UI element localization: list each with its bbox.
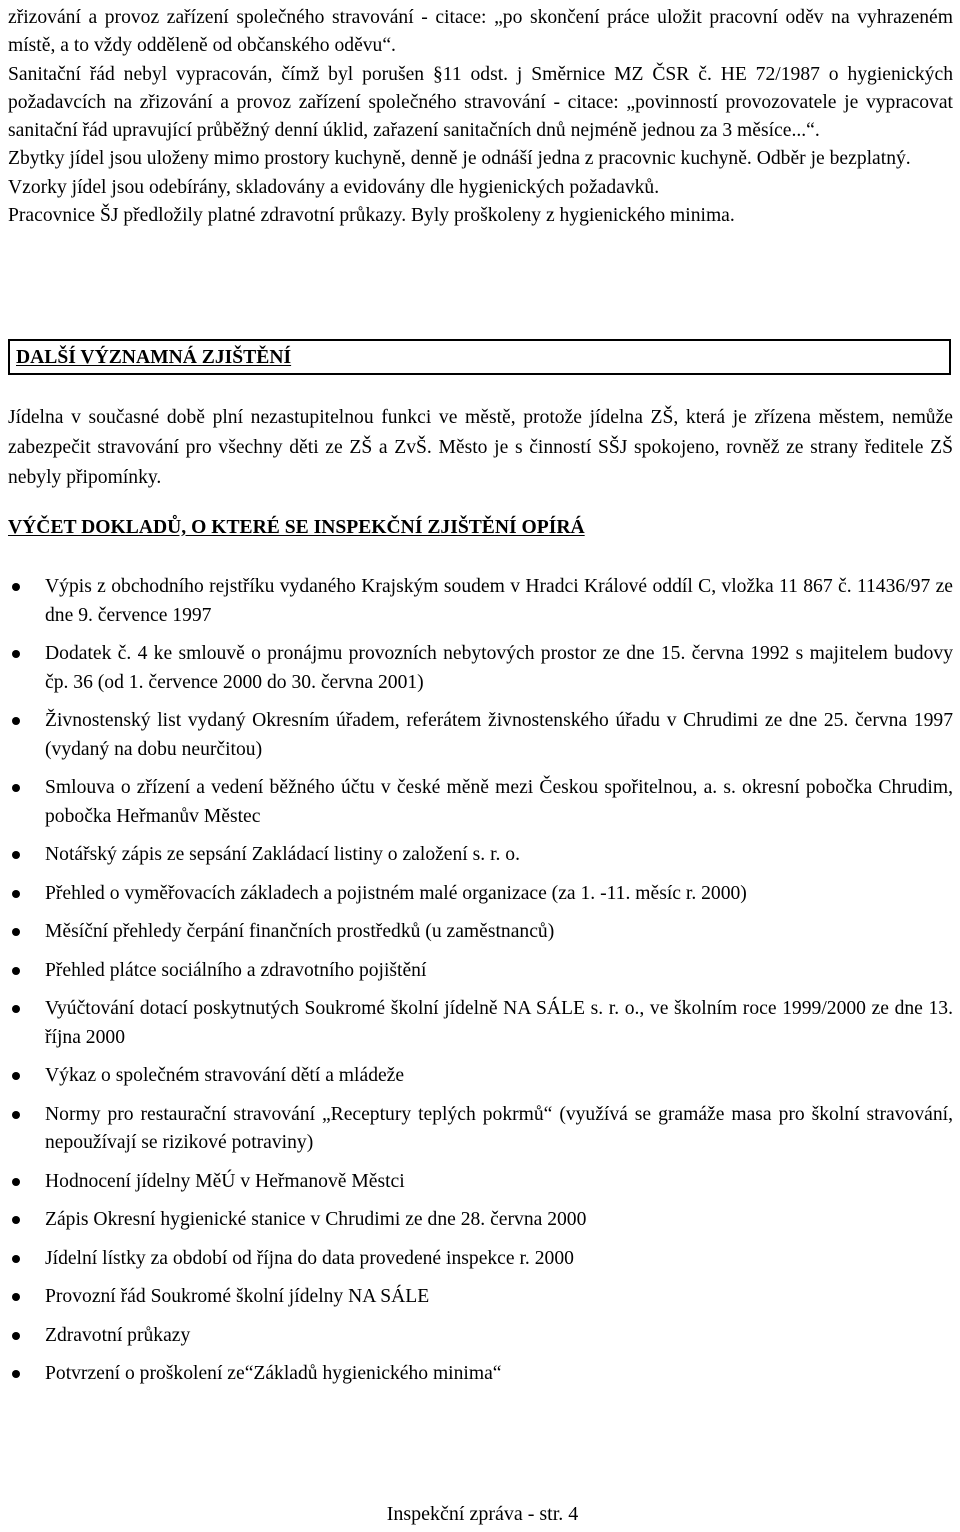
- list-item-text: Výpis z obchodního rejstříku vydaného Krajským soudem v Hradci Králové oddíl C, vložka 11 867 č. 11436/97 ze dne 9. července 1997: [45, 576, 953, 626]
- bullet-icon: [12, 784, 20, 792]
- list-item: [8, 957, 953, 986]
- list-item: [8, 1206, 953, 1235]
- list-item: [8, 1322, 953, 1351]
- bullet-icon: [12, 1216, 20, 1224]
- intro-paragraph: Sanitační řád nebyl vypracován, čímž byl porušen §11 odst. j Směrnice MZ ČSR č. HE 72/1987 o hygienických požadavcích na zřizování a provoz zařízení společného stravování - citace: „povinností provozovatele je vypracovat sanitační řád upravující průběžný denní úklid, zařazení sanitačních dnů nejméně jednou za 3 měsíce...“.: [8, 63, 953, 142]
- section-further-heading-box: [8, 339, 951, 375]
- bullet-icon: [12, 967, 20, 975]
- bullet-icon: [12, 1111, 20, 1119]
- list-item: [8, 707, 953, 764]
- documents-list: [8, 573, 953, 1399]
- list-item-text: Přehled plátce sociálního a zdravotního pojištění: [45, 959, 427, 981]
- list-item: [8, 841, 953, 870]
- section-documents-title: VÝČET DOKLADŮ, O KTERÉ SE INSPEKČNÍ ZJIŠTĚNÍ OPÍRÁ: [8, 517, 585, 538]
- list-item-text: Vyúčtování dotací poskytnutých Soukromé školní jídelně NA SÁLE s. r. o., ve školním roce 1999/2000 ze dne 13. října 2000: [45, 998, 953, 1048]
- list-item-text: Zdravotní průkazy: [45, 1324, 191, 1346]
- section-further-body: [8, 403, 953, 493]
- list-item: [8, 1360, 953, 1389]
- bullet-icon: [12, 1178, 20, 1186]
- bullet-icon: [12, 928, 20, 936]
- intro-paragraph: Vzorky jídel jsou odebírány, skladovány a evidovány dle hygienických požadavků.: [8, 176, 660, 198]
- bullet-icon: [12, 583, 20, 591]
- list-item: [8, 1168, 953, 1197]
- list-item-text: Měsíční přehledy čerpání finančních prostředků (u zaměstnanců): [45, 921, 555, 942]
- list-item-text: Přehled o vyměřovacích základech a pojistném malé organizace (za 1. -11. měsíc r. 2000): [45, 882, 747, 904]
- list-item: [8, 918, 953, 947]
- list-item-text: Zápis Okresní hygienické stanice v Chrudimi ze dne 28. června 2000: [45, 1209, 587, 1230]
- intro-paragraph: zřizování a provoz zařízení společného stravování - citace: „po skončení práce uložit pracovní oděv na vyhrazeném místě, a to vždy odděleně od občanského oděvu“.: [8, 7, 953, 57]
- list-item-text: Provozní řád Soukromé školní jídelny NA SÁLE: [45, 1286, 430, 1307]
- bullet-icon: [12, 1370, 20, 1378]
- intro-text-block: [8, 4, 953, 230]
- bullet-icon: [12, 1072, 20, 1080]
- list-item-text: Normy pro restaurační stravování „Receptury teplých pokrmů“ (využívá se gramáže masa pro školní stravování, nepoužívají se rizikové potraviny): [45, 1103, 953, 1153]
- bullet-icon: [12, 1332, 20, 1340]
- bullet-icon: [12, 890, 20, 898]
- intro-paragraph: Zbytky jídel jsou uloženy mimo prostory kuchyně, denně je odnáší jedna z pracovnic kuchyně. Odběr je bezplatný.: [8, 148, 911, 170]
- bullet-icon: [12, 717, 20, 725]
- list-item: [8, 1245, 953, 1274]
- list-item-text: Dodatek č. 4 ke smlouvě o pronájmu provozních nebytových prostor ze dne 15. června 1992 s majitelem budovy čp. 36 (od 1. července 2000 do 30. června 2001): [45, 643, 953, 693]
- list-item-text: Smlouva o zřízení a vedení běžného účtu v české měně mezi Českou spořitelnou, a. s. okresní pobočka Chrudim, pobočka Heřmanův Městec: [45, 777, 953, 827]
- list-item: [8, 880, 953, 909]
- page-number-label: Inspekční zpráva - str. 4: [386, 1503, 579, 1525]
- bullet-icon: [12, 650, 20, 658]
- list-item: [8, 774, 953, 831]
- bullet-icon: [12, 1293, 20, 1301]
- list-item: [8, 640, 953, 697]
- list-item-text: Notářský zápis ze sepsání Zakládací listiny o založení s. r. o.: [45, 844, 521, 865]
- list-item-text: Hodnocení jídelny MěÚ v Heřmanově Městci: [45, 1170, 405, 1192]
- list-item-text: Výkaz o společném stravování dětí a mládeže: [45, 1065, 405, 1086]
- bullet-icon: [12, 1255, 20, 1263]
- list-item: [8, 1101, 953, 1158]
- list-item-text: Potvrzení o proškolení ze“Základů hygienického minima“: [45, 1363, 502, 1384]
- intro-paragraph: Pracovnice ŠJ předložily platné zdravotní průkazy. Byly proškoleny z hygienického minima.: [8, 205, 735, 227]
- page-footer: [8, 1500, 953, 1528]
- list-item: [8, 1283, 953, 1312]
- list-item-text: Jídelní lístky za období od října do data provedené inspekce r. 2000: [45, 1247, 574, 1269]
- list-item-text: Živnostenský list vydaný Okresním úřadem, referátem živnostenského úřadu v Chrudimi ze dne 25. června 1997 (vydaný na dobu neurčitou): [45, 710, 953, 760]
- section-further-paragraph: Jídelna v současné době plní nezastupitelnou funkci ve městě, protože jídelna ZŠ, která je zřízena městem, nemůže zabezpečit stravování pro všechny děti ze ZŠ a ZvŠ. Město je s činností SŠJ spokojeno, rovněž ze strany ředitele ZŠ nebyly připomínky.: [8, 407, 953, 488]
- section-further-title: DALŠÍ VÝZNAMNÁ ZJIŠTĚNÍ: [16, 347, 292, 368]
- bullet-icon: [12, 1005, 20, 1013]
- list-item: [8, 1062, 953, 1091]
- bullet-icon: [12, 851, 20, 859]
- list-item: [8, 995, 953, 1052]
- list-item: [8, 573, 953, 630]
